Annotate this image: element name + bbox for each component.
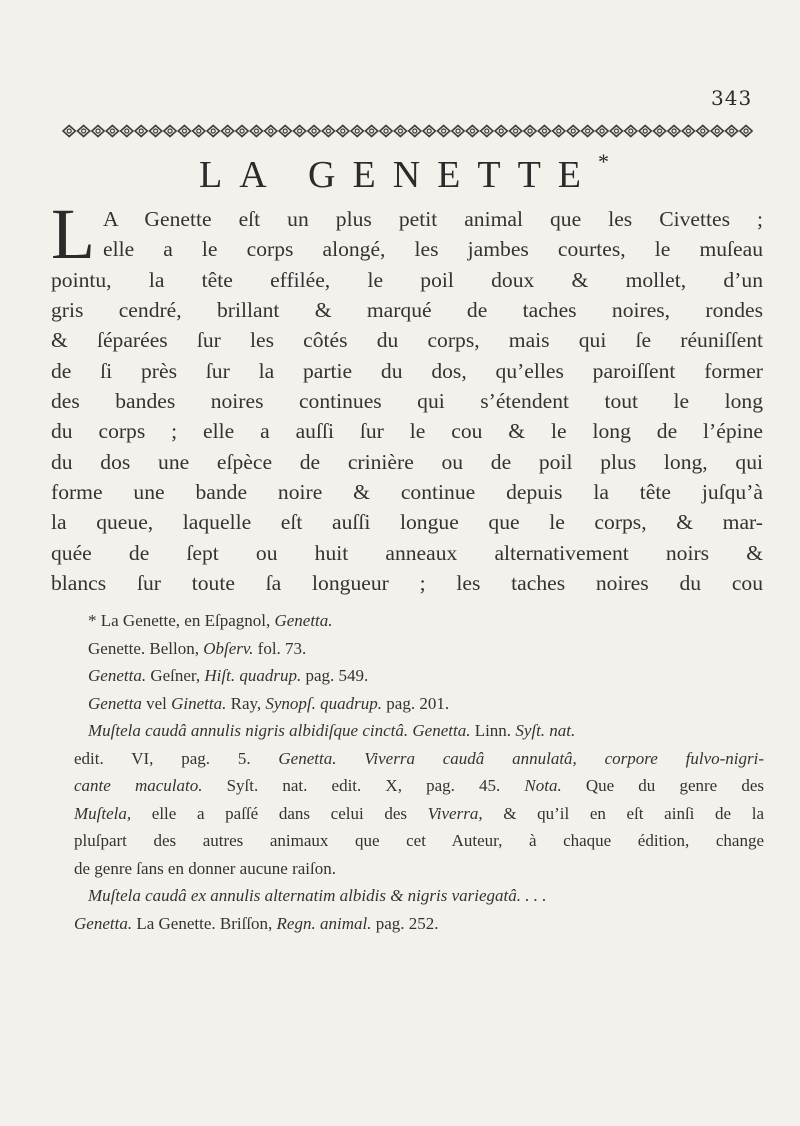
footnote-line: Muſtela, elle a paſſé dans celui des Viverra, & qu’il en eſt ainſi de la — [74, 803, 764, 823]
body-line: des bandes noires continues qui s’étendent tout le long — [51, 389, 763, 414]
body-line: forme une bande noire & continue depuis la tête juſqu’à — [51, 480, 763, 505]
main-text — [51, 194, 763, 598]
chapter-title-text: LA GENETTE — [198, 154, 598, 196]
title-footnote-mark: * — [598, 149, 609, 174]
footnote-line: pluſpart des autres animaux que cet Auteur, à chaque édition, change — [74, 831, 764, 850]
body-line: blancs ſur toute ſa longueur ; les taches noires du cou — [51, 571, 763, 596]
body-line: la queue, laquelle eſt auſſi longue que le corps, & mar- — [51, 510, 763, 535]
body-line: gris cendré, brillant & marqué de taches noires, rondes — [51, 298, 763, 323]
footnotes — [74, 607, 764, 937]
drop-cap: L — [51, 194, 95, 274]
body-line: du dos une eſpèce de crinière ou de poil plus long, qui — [51, 449, 763, 474]
footnote-line: Muſtela caudâ ex annulis alternatim albidis & nigris variegatâ. . . . — [88, 886, 547, 905]
footnote-line: de genre ſans en donner aucune raiſon. — [74, 858, 336, 878]
footnote-line: edit. VI, pag. 5. Genetta. Viverra caudâ annulatâ, corpore fulvo-nigri- — [74, 748, 764, 768]
body-line: A Genette eſt un plus petit animal que les Civettes ; — [102, 207, 763, 231]
body-line: elle a le corps alongé, les jambes courtes, le muſeau — [102, 237, 763, 262]
footnote-line: Genetta. Geſner, Hiſt. quadrup. pag. 549. — [88, 666, 369, 685]
body-line: pointu, la tête effilée, le poil doux & mollet, d’un — [51, 267, 763, 292]
body-line: quée de ſept ou huit anneaux alternativement noirs & — [51, 540, 763, 565]
page-number: 343 — [711, 86, 753, 110]
chapter-title — [54, 149, 754, 197]
footnote-mark: * — [88, 611, 97, 630]
ornament-pattern-icon — [62, 124, 753, 138]
body-line: & ſéparées ſur les côtés du corps, mais qui ſe réuniſſent — [51, 328, 763, 353]
footnote-line: Muſtela caudâ annulis nigris albidiſque cinctâ. Genetta. Linn. Syſt. nat. — [88, 721, 576, 740]
footnote-line: Genetta vel Ginetta. Ray, Synopſ. quadrup. pag. 201. — [88, 693, 450, 713]
body-line: du corps ; elle a auſſi ſur le cou & le long de l’épine — [51, 419, 763, 444]
footnote-line: * La Genette, en Eſpagnol, Genetta. — [88, 611, 333, 630]
footnote-line: cante maculato. Syſt. nat. edit. X, pag. 45. Nota. Que du genre des — [74, 776, 764, 795]
ornament-band — [62, 124, 753, 138]
footnote-line: Genetta. La Genette. Briſſon, Regn. animal. pag. 252. — [74, 913, 439, 933]
body-line: de ſi près ſur la partie du dos, qu’elles paroiſſent former — [51, 358, 763, 383]
footnote-line: Genette. Bellon, Obſerv. fol. 73. — [88, 638, 307, 658]
